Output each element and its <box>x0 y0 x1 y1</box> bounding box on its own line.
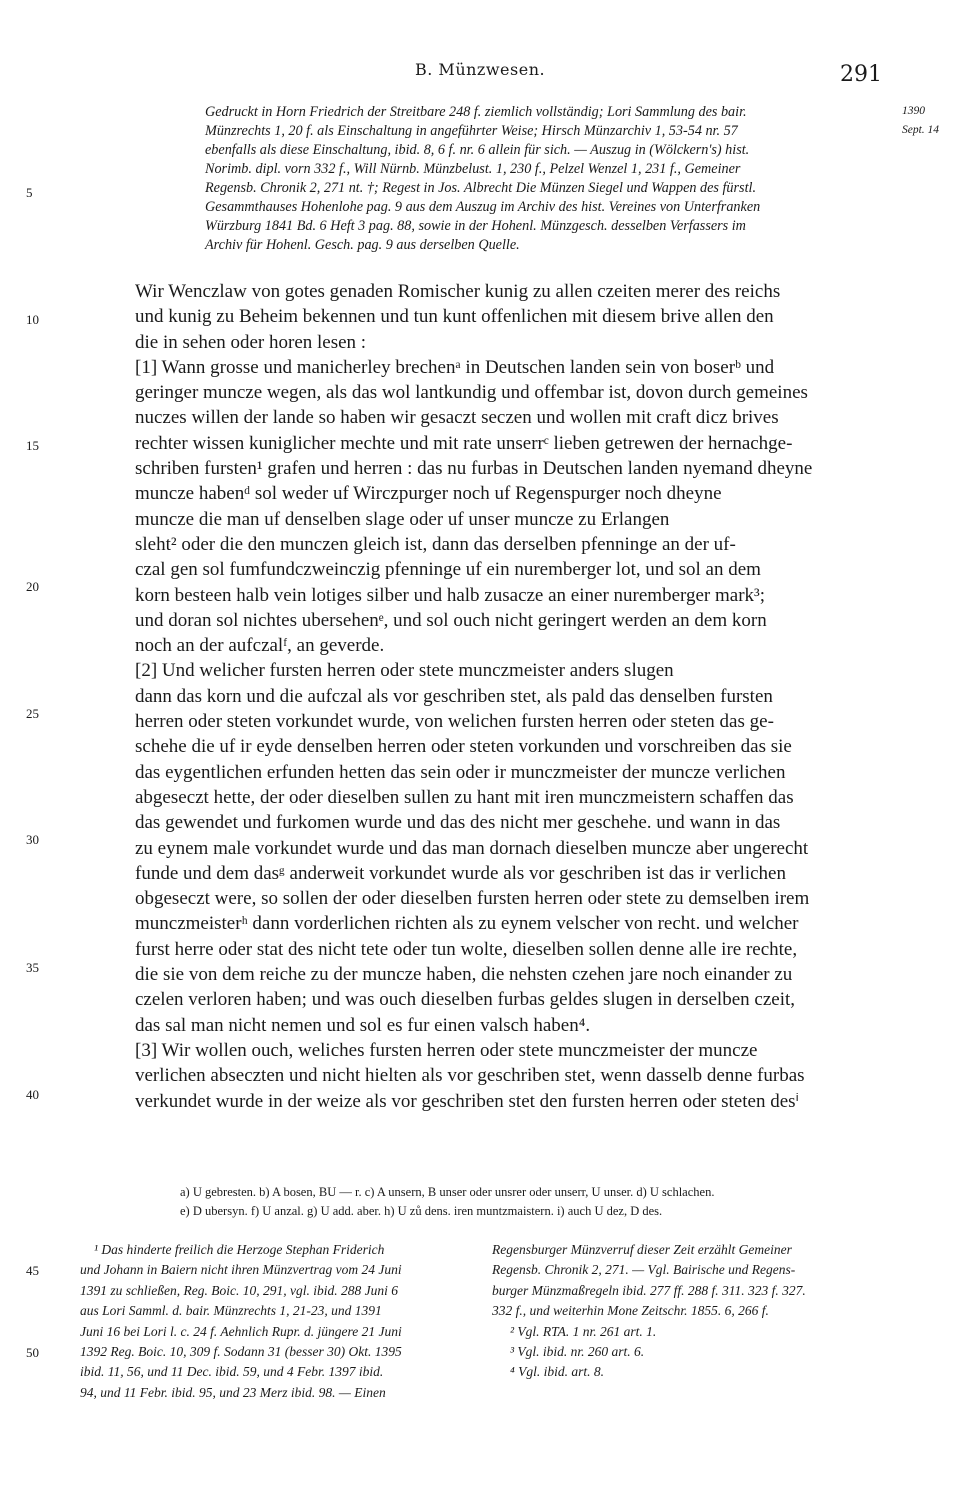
text-line: nuczes willen der lande so haben wir gesaczt seczen und wollen mit craft dicz brives <box>135 407 779 429</box>
footnote-line: und Johann in Baiern nicht ihren Münzvertrag vom 24 Juni <box>80 1262 402 1278</box>
footnote-line: ² Vgl. RTA. 1 nr. 261 art. 1. <box>510 1323 657 1339</box>
text-line: verlichen abseczten und nicht hielten als vor geschriben stet, wenn dasselb denne furbas <box>135 1065 805 1087</box>
footnotes-left-column <box>80 1240 410 1403</box>
footnote-line: 332 f., und weiterhin Mone Zeitschr. 1855. 6, 266 f. <box>492 1303 769 1319</box>
footnote-line: Juni 16 bei Lori l. c. 24 f. Aehnlich Rupr. d. jüngere 21 Juni <box>80 1323 402 1339</box>
text-line: schriben fursten¹ grafen und herren : das nu furbas in Deutschen landen nyemand dheyne <box>135 458 813 480</box>
text-line: [1] Wann grosse und manicherley brechenᵃ in Deutschen landen sein von boserᵇ und <box>135 356 775 378</box>
provenance-note <box>205 103 895 255</box>
text-line: und doran sol nichtes ubersehenᵉ, und sol ouch nicht geringert werden an dem korn <box>135 609 767 631</box>
text-line: obgeseczt were, so sollen der oder dieselben fursten herren oder stete zu demselben irem <box>135 888 810 910</box>
line-number: 30 <box>26 832 39 847</box>
text-line: die in sehen oder horen lesen : <box>135 331 367 353</box>
footnote-line: Regensb. Chronik 2, 271. — Vgl. Bairische und Regens- <box>492 1262 796 1278</box>
text-line: munczmeisterʰ dann vorderlichen richten als zu eynem velscher von recht. und welcher <box>135 913 799 935</box>
provenance-line: Regensb. Chronik 2, 271 nt. †; Regest in Jos. Albrecht Die Münzen Siegel und Wappen des fürstl. <box>205 180 756 196</box>
text-line: die sie von dem reiche zu der muncze haben, die nehsten czehen jare noch einander zu <box>135 964 793 986</box>
footnote-line: Regensburger Münzverruf dieser Zeit erzählt Gemeiner <box>492 1242 792 1257</box>
text-line: sleht² oder die den munczen gleich ist, dann das derselben pfenninge an der uf- <box>135 533 736 555</box>
page-number: 291 <box>840 62 882 87</box>
line-number: 35 <box>26 960 39 975</box>
footnote-line: ibid. 11, 56, und 11 Dec. ibid. 59, und 4 Febr. 1397 ibid. <box>80 1364 384 1380</box>
margin-date-day: Sept. 14 <box>902 124 940 136</box>
footnote-line: ⁴ Vgl. ibid. art. 8. <box>510 1364 604 1380</box>
line-number: 20 <box>26 579 39 594</box>
text-line: funde und dem dasᵍ anderweit vorkundet wurde als vor geschriben ist das ir verlichen <box>135 862 786 884</box>
footnote-line: ³ Vgl. ibid. nr. 260 art. 6. <box>510 1343 645 1359</box>
text-line: muncze habenᵈ sol weder uf Wirczpurger noch uf Regenspurger noch dheyne <box>135 483 722 505</box>
footnotes-right-column <box>492 1240 822 1383</box>
text-line: czelen verloren haben; und was ouch dieselben furbas geldes slugen in derselben czeit, <box>135 989 795 1011</box>
text-line: herren oder steten vorkundet wurde, von welichen fursten herren oder steten das ge- <box>135 711 774 733</box>
line-number: 15 <box>26 438 39 453</box>
provenance-line: Würzburg 1841 Bd. 6 Heft 3 pag. 88, sowie in der Hohenl. Münzgesch. desselben Verfassers im <box>205 218 746 234</box>
text-line: Wir Wenczlaw von gotes genaden Romischer kunig zu allen czeiten merer des reichs <box>135 281 781 302</box>
line-number: 5 <box>26 185 33 200</box>
provenance-line: Münzrechts 1, 20 f. als Einschaltung in angeführter Weise; Hirsch Münzarchiv 1, 53-54 nr. 57 <box>205 123 738 139</box>
footnote-line: 94, und 11 Febr. ibid. 95, und 23 Merz ibid. 98. — Einen <box>80 1384 386 1400</box>
text-line: noch an der aufczalᶠ, an geverde. <box>135 635 385 657</box>
text-line: rechter wissen kuniglicher mechte und mit rate unserrᶜ lieben getrewen der hernachge- <box>135 432 793 454</box>
text-line: [3] Wir wollen ouch, weliches fursten herren oder stete munczmeister der muncze <box>135 1039 758 1061</box>
line-number: 40 <box>26 1087 39 1102</box>
text-line: geringer muncze wegen, als das wol lantkundig und offembar ist, dovon durch gemeines <box>135 382 808 404</box>
margin-date-year: 1390 <box>902 105 925 117</box>
text-line: das gewendet und furkomen wurde und das des nicht mer geschehe. und wann in das <box>135 812 781 834</box>
footnote-line: burger Münzmaßregeln ibid. 277 ff. 288 f. 311. 323 f. 327. <box>492 1282 806 1298</box>
provenance-line: Gesammthauses Hohenlohe pag. 9 aus dem Auszug im Archiv des hist. Vereines von Unterfranken <box>205 199 761 215</box>
line-number: 50 <box>26 1345 39 1360</box>
line-number: 25 <box>26 706 39 721</box>
running-head: B. Münzwesen. <box>415 60 546 79</box>
text-line: muncze die man uf denselben slage oder uf unser muncze zu Erlangen <box>135 508 670 530</box>
charter-text <box>135 279 887 1114</box>
text-line: korn besteen halb vein lotiges silber und halb zusacze an einer nuremberger mark³; <box>135 584 766 606</box>
footnote-line: ¹ Das hinderte freilich die Herzoge Stephan Friderich <box>94 1242 385 1257</box>
provenance-line: Gedruckt in Horn Friedrich der Streitbare 248 f. ziemlich vollständig; Lori Sammlung des bair. <box>205 104 747 120</box>
text-line: abgeseczt hette, der oder dieselben sullen zu hant mit iren munczmeistern schaffen das <box>135 786 794 808</box>
provenance-line: Archiv für Hohenl. Gesch. pag. 9 aus derselben Quelle. <box>205 237 520 253</box>
text-line: dann das korn und die aufczal als vor geschriben stet, als pald das denselben fursten <box>135 685 773 707</box>
provenance-line: ebenfalls als diese Einschaltung, ibid. 8, 6 f. nr. 6 allein für sich. — Auszug in (Wölckern's) hist. <box>205 142 750 158</box>
apparatus-line: a) U gebresten. b) A bosen, BU — r. c) A unsern, B unser oder unsrer oder unserr, U unser. d) U schlachen. <box>180 1185 715 1199</box>
critical-apparatus <box>180 1183 900 1221</box>
text-line: furst herre oder stat des nicht tete oder tun wolte, dieselben sollen denne alle ire rechte, <box>135 938 798 960</box>
text-line: das sal man nicht nemen und sol es fur einen valsch haben⁴. <box>135 1014 591 1036</box>
text-line: schehe die uf ir eyde denselben herren oder steten vorkunden und vorschreiben das sie <box>135 736 792 758</box>
text-line: verkundet wurde in der weize als vor geschriben stet den fursten herren oder steten desⁱ <box>135 1090 799 1112</box>
text-line: [2] Und welicher fursten herren oder stete munczmeister anders slugen <box>135 660 674 682</box>
footnote-line: aus Lori Samml. d. bair. Münzrechts 1, 21-23, und 1391 <box>80 1303 382 1319</box>
text-line: das eygentlichen erfunden hetten das sein oder ir munczmeister der muncze verlichen <box>135 761 786 783</box>
text-line: czal gen sol fumfundczweinczig pfenninge uf ein nuremberger lot, und sol an dem <box>135 559 761 581</box>
footnote-line: 1392 Reg. Boic. 10, 309 f. Sodann 31 (besser 30) Okt. 1395 <box>80 1343 402 1359</box>
text-line: zu eynem male vorkundet wurde und das man dornach dieselben muncze aber ungerecht <box>135 837 809 859</box>
line-number: 10 <box>26 312 39 327</box>
provenance-line: Norimb. dipl. vorn 332 f., Will Nürnb. Münzbelust. 1, 230 f., Pelzel Wenzel 1, 231 f., Gemeiner <box>205 161 741 177</box>
line-number: 45 <box>26 1263 39 1278</box>
apparatus-line: e) D ubersyn. f) U anzal. g) U add. aber. h) U zů dens. iren muntzmaistern. i) auch U dez, D des. <box>180 1204 663 1218</box>
footnote-line: 1391 zu schließen, Reg. Boic. 10, 291, vgl. ibid. 288 Juni 6 <box>80 1282 398 1298</box>
text-line: und kunig zu Beheim bekennen und tun kunt offenlichen mit diesem brive allen den <box>135 306 774 328</box>
